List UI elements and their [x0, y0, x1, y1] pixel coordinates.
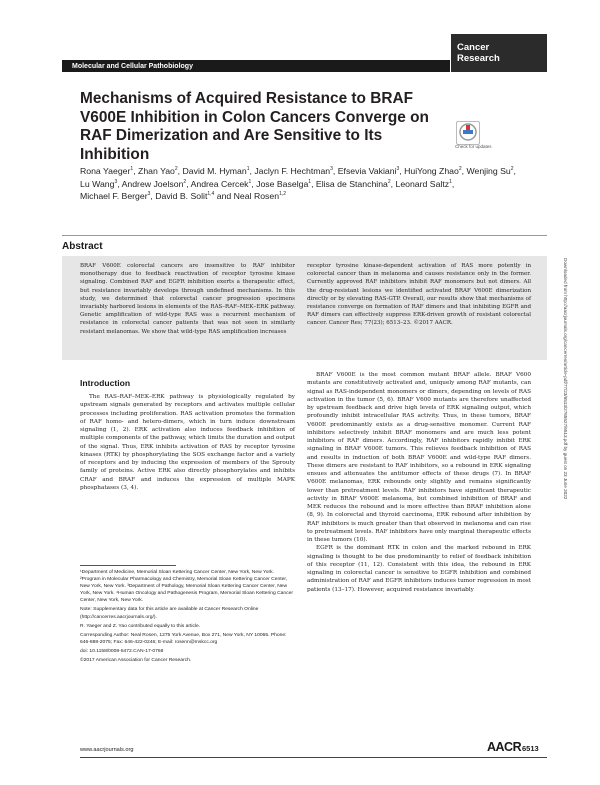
author-affiliation: 3	[330, 166, 333, 173]
footnote-rule	[80, 565, 176, 566]
footnote-doi: doi: 10.1158/0008-5472.CAN-17-0768	[80, 648, 164, 654]
author-name: David M. Hyman	[182, 166, 247, 176]
author-affiliation: 1,2	[279, 191, 287, 198]
footnote-supplementary: Note: Supplementary data for this article are available at Cancer Research Online (http://cancerres.aacrjournals.org/).	[80, 607, 259, 620]
right-column-body	[307, 371, 531, 594]
author-affiliation: 1,4	[207, 191, 215, 198]
download-note	[560, 258, 568, 648]
footer-url[interactable]: www.aacrjournals.org	[80, 747, 134, 753]
author-affiliation: 2	[183, 178, 187, 185]
abstract-rule	[62, 235, 547, 236]
author-list: Rona Yaeger$^1$, Zhan Yao$^2$, David M. Hyman$^1$, Jaclyn F. Hechtman$^3$, Efsevia Vakiani$^3$, HuiYong Zhao$^2$, Wenjing Su$^2$, Lu Wang$^3$, Andrew Joelson$^2$, Andrea Cercek$^1$, Jose Baselga$^1$, Elisa de Stanchina$^2$, Leonard Saltz$^1$, Michael F. Berger$^3$, David B. Solit$^{1,4}$ and Neal Rosen$^{1,2}$	[80, 166, 516, 201]
author-name: HuiYong Zhao	[404, 166, 459, 176]
author-name: Elisa de Stanchina	[315, 178, 388, 189]
paragraph: EGFR is the dominant RTK in colon and the marked rebound in ERK signaling is thought to be due predominantly to relief of feedback inhibition of this receptor (11, 12). Consistent with this idea, the rebound in ERK signaling in colorectal cancer is sensitive to EGFR inhibition and combined administration of RAF and EGFR inhibitors induces tumor regression in most patients (13–17). However, acquired resistance invariably	[307, 545, 531, 593]
author	[217, 191, 286, 201]
abstract-heading: Abstract	[62, 241, 103, 252]
author-affiliation: 3	[147, 191, 151, 198]
author-affiliation: 2	[510, 166, 514, 173]
author-affiliation: 1	[308, 178, 312, 185]
author	[80, 179, 117, 189]
author-affiliation: 1	[449, 178, 452, 185]
author-name: Andrew Joelson	[121, 178, 184, 189]
journal-name-line1: Cancer	[457, 42, 490, 53]
crossmark-icon-graphic	[458, 122, 478, 142]
author	[395, 179, 451, 189]
author	[80, 166, 133, 176]
aacr-logo: AACR	[487, 740, 522, 754]
author-affiliation: 2	[458, 166, 462, 173]
author	[80, 191, 150, 201]
crossmark-label: Check for updates	[455, 144, 492, 149]
author-name: Leonard Saltz	[395, 178, 450, 189]
author-name: Jose Baselga	[256, 178, 309, 189]
paragraph: BRAF V600E is the most common mutant BRAF allele. BRAF V600 mutants are constitutively activated and, uniquely among RAF mutants, can signal as RAS-independent monomers or dimers, depending on levels of RAS activation in the tumor (5, 6). BRAF V600 mutants are therefore unaffected by upstream feedback and drive high levels of ERK signaling output, which profoundly inhibit intracellular RAS activity. Thus, in these tumors, BRAF V600E predominantly exists as a drug-sensitive monomer. Current RAF inhibitors selectively inhibit BRAF monomers and are much less potent inhibitors of RAF dimers. Accordingly, RAF inhibitors rapidly inhibit ERK signaling in BRAF V600E tumors. This relieves feedback inhibition of RAS and results in induction of both BRAF V600E and wild-type RAF dimers. These dimers are resistant to RAF inhibitors, so a rebound in ERK signaling ensues and attenuates the antitumor effects of these drugs (7). In BRAF V600E melanomas, ERK rebounds only slightly and remains significantly lower than pretreatment levels. RAF inhibitors have significant therapeutic activity in BRAF V600E melanoma, but combined inhibition of BRAF and MEK reduces the rebound and is more effective than BRAF inhibition alone (8, 9). In colorectal and thyroid carcinoma, ERK rebound after inhibition by RAF inhibitors is much greater than that observed in melanoma and can rise to pretreatment levels. RAF inhibitors have only marginal therapeutic effects in these tumors (10).	[307, 372, 531, 543]
author	[338, 166, 400, 176]
author	[404, 166, 462, 176]
author-name: Wenjing Su	[466, 166, 511, 176]
author	[183, 166, 250, 176]
footnote-equal-contribution: R. Yaeger and Z. Yao contributed equally to this article.	[80, 623, 201, 629]
abstract-text-right: receptor tyrosine kinase-dependent activation of RAS more potently in colorectal cancer than in melanoma and causes resistance only in the former. Currently approved RAF inhibitors inhibit RAF monomers but not dimers. All the drug-resistant lesions we identified activated BRAF V600E dimerization directly or by elevating RAS-GTP. Overall, our results show that mechanisms of resistance converge on formation of RAF dimers and that inhibiting EGFR and RAF dimers can effectively suppress ERK-driven growth of resistant colorectal cancer. Cancer Res; 77(23); 6513–23. ©2017 AACR.	[307, 263, 531, 327]
author-name: Efsevia Vakiani	[337, 166, 397, 176]
author	[155, 191, 214, 201]
abstract-text-left: BRAF V600E colorectal cancers are insensitive to RAF inhibitor monotherapy due to feedback reactivation of receptor tyrosine kinase signaling. Combined RAF and EGFR inhibition exerts a therapeutic effect, but resistance invariably develops through undefined mechanisms. In this study, we determined that colorectal cancer progression specimens invariably harbored lesions in elements of the RAS–RAF–MEK–ERK pathway. Genetic amplification of wild-type RAS was a recurrent mechanism of resistance in colorectal cancer patients that was not seen in similarly resistant melanomas. We show that wild-type RAS amplification increases	[80, 263, 295, 335]
author-affiliation: 1	[248, 178, 252, 185]
paragraph: The RAS–RAF–MEK–ERK pathway is physiologically regulated by upstream signals generated by receptors and activates multiple cellular processes including proliferation. RAS activation promotes the formation of RAF homo- and hetero-dimers, which in turn induce downstream signaling (1, 2). ERK activation also induces feedback inhibition of multiple components of the pathway, which limits the duration and output of the signal. Thus, ERK inhibits activation of RAS by receptor tyrosine kinases (RTK) by phosphorylating the SOS exchange factor and a variety of receptors and by inducing the expression of members of the Sprouty family of proteins. Active ERK also directly phosphorylates and inhibits CRAF and BRAF and induces the expression of multiple MAPK phosphatases (3, 4).	[80, 394, 295, 491]
journal-name	[457, 42, 500, 64]
download-note-text: Downloaded from http://aacrjournals.org/cancerres/article-pdf/77/23/6513/2765527/6513.pdf by guest on 23 June 2022	[563, 258, 568, 500]
author-affiliation: 2	[387, 178, 391, 185]
author-name: Jaclyn F. Hechtman	[254, 166, 331, 176]
author-name: David B. Solit	[155, 191, 208, 201]
author	[122, 179, 187, 189]
author-name: Lu Wang	[80, 178, 115, 189]
author	[191, 179, 252, 189]
author	[254, 166, 333, 176]
introduction-heading: Introduction	[80, 378, 131, 388]
footnote-affiliations: ¹Department of Medicine, Memorial Sloan Kettering Cancer Center, New York, New York. ²Program in Molecular Pharmacology and Chemistry, Memorial Sloan Kettering Cancer Center, New York, New York. ³Department of Pathology, Memorial Sloan Kettering Cancer Center, New York, New York. ⁴Human Oncology and Pathogenesis Program, Memorial Sloan Kettering Cancer Center, New York, New York.	[80, 570, 293, 604]
page-number: 6513	[522, 744, 539, 753]
author-affiliation: 1	[130, 166, 134, 173]
journal-name-line2: Research	[457, 53, 500, 64]
author	[256, 179, 311, 189]
footnote-corresponding-author: Corresponding Author: Neal Rosen, 1275 York Avenue, Box 271, New York, NY 10065. Phone: 646-888-2075; Fax: 646-422-0246; E-mail: rosenn@mskcc.org	[80, 632, 287, 645]
author-name: Andrea Cercek	[190, 178, 249, 189]
section-label: Molecular and Cellular Pathobiology	[72, 62, 193, 70]
author-affiliation: 1	[246, 166, 250, 173]
author-name: Zhan Yao	[138, 166, 175, 176]
footer-rule	[80, 757, 547, 758]
author	[466, 166, 513, 176]
author-name: Rona Yaeger	[80, 166, 131, 176]
author	[138, 166, 178, 176]
introduction-body	[80, 393, 295, 492]
author-name: and Neal Rosen	[216, 191, 280, 201]
footnote-copyright: ©2017 American Association for Cancer Research.	[80, 658, 192, 664]
author-affiliation: 3	[114, 178, 118, 185]
author-affiliation: 2	[174, 166, 178, 173]
crossmark-icon[interactable]	[456, 121, 480, 145]
footnotes	[80, 569, 295, 666]
article-title: Mechanisms of Acquired Resistance to BRAF V600E Inhibition in Colon Cancers Converge on RAF Dimerization and Are Sensitive to Its Inhibition	[80, 90, 429, 163]
author-name: Michael F. Berger	[80, 191, 148, 201]
author	[316, 179, 391, 189]
author-affiliation: 3	[396, 166, 400, 173]
